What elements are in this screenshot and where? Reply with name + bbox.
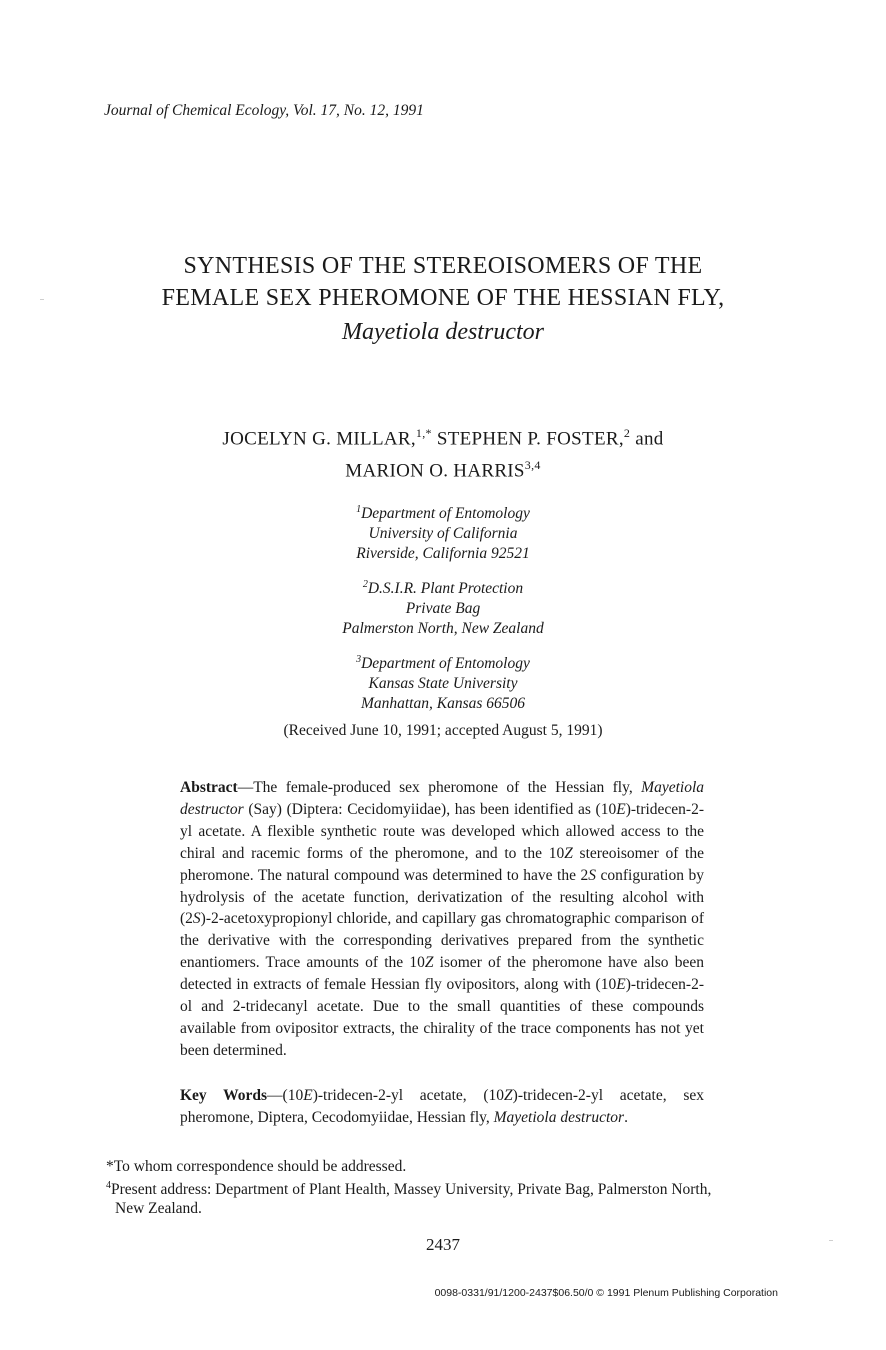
abstract-text: stereoisomer of the pheromone. The natural compound was determined to have the 2 bbox=[180, 844, 704, 884]
key-words-text: )-tridecen-2-yl acetate, sex pheromone, Diptera, Cecodomyiidae, Hessian fly, bbox=[180, 1087, 704, 1126]
affiliation-line: Palmerston North, New Zealand bbox=[342, 620, 544, 638]
scan-mark bbox=[40, 299, 44, 300]
affiliation-3 bbox=[0, 650, 886, 714]
footnote-mark: * bbox=[106, 1158, 114, 1175]
key-words-text: . bbox=[624, 1108, 628, 1126]
affiliation-line: D.S.I.R. Plant Protection bbox=[367, 580, 524, 598]
abstract bbox=[180, 777, 704, 1062]
title-line-1: SYNTHESIS OF THE STEREOISOMERS OF THE bbox=[183, 253, 703, 279]
key-words-text: )-tridecen-2-yl acetate, (10 bbox=[312, 1087, 505, 1104]
abstract-italic: E bbox=[616, 800, 626, 818]
abstract-label: Abstract bbox=[180, 779, 238, 796]
affiliation-line: University of California bbox=[368, 525, 518, 543]
title-species: Mayetiola destructor bbox=[342, 319, 544, 345]
journal-header: Journal of Chemical Ecology, Vol. 17, No. 12, 1991 bbox=[104, 102, 424, 119]
affiliation-1-sup: 1 bbox=[356, 504, 362, 515]
abstract-text: —The female-produced sex pheromone of the Hessian fly, bbox=[237, 779, 642, 796]
scan-mark bbox=[829, 1240, 833, 1241]
key-words-label: Key Words bbox=[180, 1087, 268, 1104]
footnote-text: To whom correspondence should be addressed. bbox=[113, 1158, 407, 1175]
received-dates: (Received June 10, 1991; accepted August 5, 1991) bbox=[283, 722, 603, 739]
author-harris: MARION O. HARRIS bbox=[345, 460, 525, 482]
abstract-italic: S bbox=[192, 910, 201, 928]
affiliations bbox=[0, 500, 886, 725]
page-number: 2437 bbox=[426, 1235, 460, 1254]
abstract-italic: Mayetiola destructor bbox=[180, 779, 704, 818]
abstract-italic: S bbox=[588, 866, 596, 884]
abstract-italic: Z bbox=[424, 954, 434, 972]
affiliation-line: Department of Entomology bbox=[361, 655, 530, 673]
affiliation-line: Department of Entomology bbox=[361, 505, 530, 523]
footnote-continuation: New Zealand. bbox=[115, 1200, 202, 1218]
footnote-text: Present address: Department of Plant Health, Massey University, Private Bag, Palmerston North, bbox=[111, 1181, 712, 1199]
footnote-present-address bbox=[106, 1176, 786, 1199]
author-list bbox=[0, 420, 886, 485]
key-words bbox=[180, 1085, 704, 1129]
abstract-text: )-tridecen-2-ol and 2-tridecanyl acetate. Due to the small quantities of these compounds available from ovipositor extracts, the chirality of the trace components has not yet been determined. bbox=[180, 976, 704, 1059]
author-millar-sup: 1,* bbox=[415, 426, 432, 440]
key-words-text: —(10 bbox=[267, 1087, 304, 1104]
affiliation-line: Riverside, California 92521 bbox=[356, 545, 530, 563]
affiliation-line: Kansas State University bbox=[368, 675, 518, 693]
affiliation-line: Manhattan, Kansas 66506 bbox=[360, 695, 526, 713]
author-millar: JOCELYN G. MILLAR, bbox=[222, 428, 416, 450]
abstract-text: )-tridecen-2-yl acetate. A flexible synthetic route was developed which allowed access to the chiral and racemic forms of the pheromone, and to the 10 bbox=[180, 800, 704, 862]
author-foster: STEPHEN P. FOSTER, bbox=[431, 428, 624, 450]
key-words-italic: E bbox=[303, 1087, 313, 1104]
affiliation-2 bbox=[0, 575, 886, 639]
title-line-2: FEMALE SEX PHEROMONE OF THE HESSIAN FLY, bbox=[161, 285, 725, 311]
author-foster-sup: 2 bbox=[623, 426, 631, 440]
abstract-text: configuration by hydrolysis of the acetate function, derivatization of the resulting alcohol with (2 bbox=[180, 866, 704, 928]
key-words-italic: Mayetiola destructor bbox=[493, 1108, 625, 1126]
article-title bbox=[0, 250, 886, 350]
abstract-italic: E bbox=[616, 976, 626, 994]
affiliation-2-sup: 2 bbox=[362, 579, 368, 591]
footnote-correspondence bbox=[106, 1157, 786, 1176]
footnote-mark: 4 bbox=[106, 1180, 111, 1191]
footnotes bbox=[106, 1157, 786, 1218]
affiliation-line: Private Bag bbox=[405, 600, 481, 618]
author-conjunction: and bbox=[630, 428, 664, 450]
abstract-text: )-2-acetoxypropionyl chloride, and capillary gas chromatographic comparison of the derivative with the corresponding derivatives prepared from the synthetic enantiomers. Trace amounts of the 10 bbox=[180, 910, 704, 972]
abstract-text: isomer of the pheromone have also been detected in extracts of female Hessian fly ovipositors, along with (10 bbox=[180, 954, 704, 994]
author-harris-sup: 3,4 bbox=[524, 458, 541, 473]
affiliation-1 bbox=[0, 500, 886, 564]
copyright-line: 0098-0331/91/1200-2437$06.50/0 © 1991 Plenum Publishing Corporation bbox=[434, 1287, 778, 1299]
abstract-italic: Z bbox=[564, 844, 573, 862]
abstract-text: (Say) (Diptera: Cecidomyiidae), has been identified as (10 bbox=[243, 800, 617, 818]
affiliation-3-sup: 3 bbox=[356, 654, 362, 666]
key-words-italic: Z bbox=[504, 1087, 513, 1104]
